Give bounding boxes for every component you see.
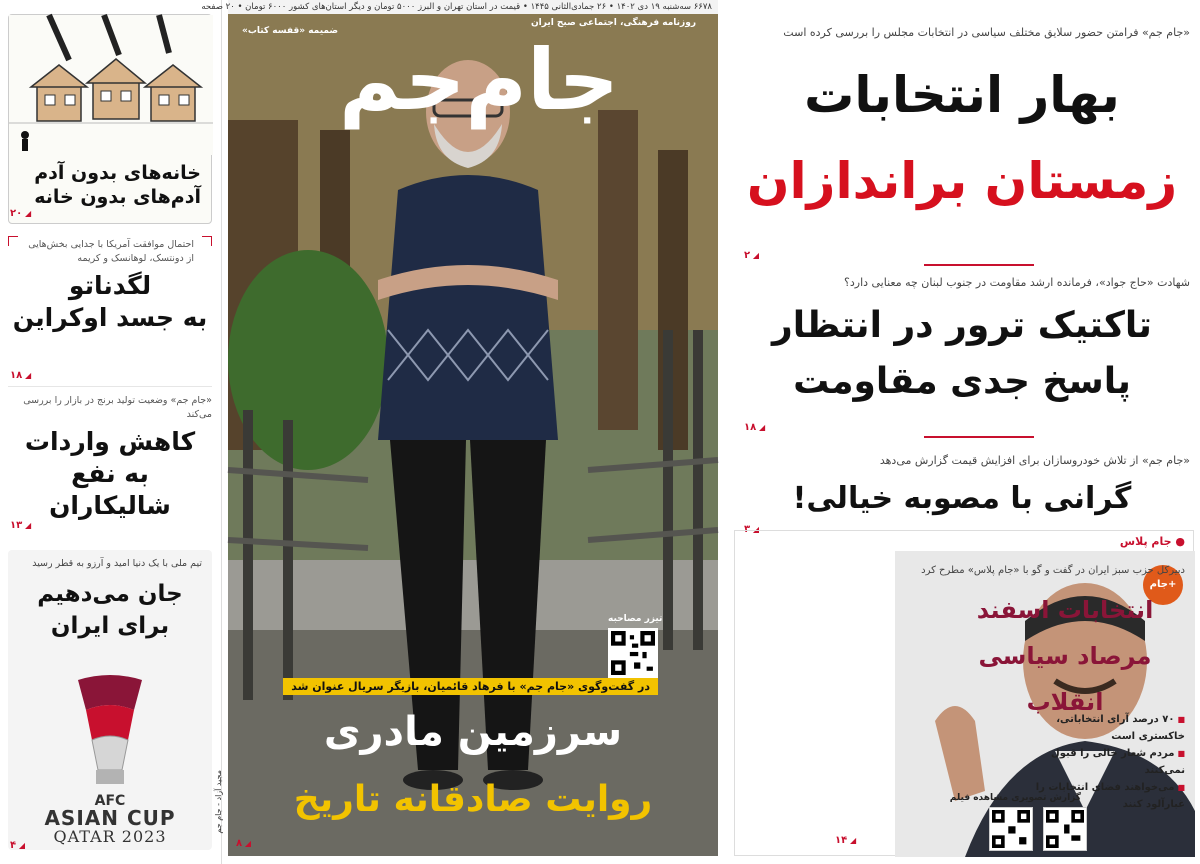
- newspaper-tagline: روزنامه فرهنگی، اجتماعی صبح ایران: [530, 18, 696, 28]
- bullet-item: ■ می‌خواهند فضای انتخابات را غبارآلود کنند: [1015, 779, 1185, 813]
- jam-plus-section-title: جام پلاس: [1119, 535, 1172, 548]
- cartoonist-credit: مجید آزاد - جام جم: [214, 770, 223, 834]
- story-kicker: احتمال موافقت آمریکا با جدایی بخش‌هایی از دونتسک، لوهانسک و کریمه: [28, 239, 194, 264]
- lead-headline-line2: زمستان براندازان: [746, 152, 1178, 210]
- red-divider: [924, 436, 1034, 438]
- page-ref-story3[interactable]: ۴ ◢: [10, 840, 25, 851]
- story-headline: [8, 426, 212, 522]
- cartoon-caption-line2: آدم‌های بدون خانه: [34, 186, 201, 208]
- story-kicker: «جام جم» وضعیت تولید برنج در بازار را بررسی می‌کند: [23, 395, 212, 420]
- divider: [8, 386, 212, 387]
- story2-headline-line1: تاکتیک ترور در انتظار: [772, 305, 1152, 346]
- headline-line2: برای ایران: [50, 613, 170, 639]
- masthead-info-bar: [201, 0, 718, 14]
- story-kicker: تیم ملی با یک دنیا امید و آرزو به قطر رسید: [32, 558, 202, 569]
- red-divider: [924, 264, 1034, 266]
- headline-line2: به نفع شالیکاران: [49, 459, 171, 520]
- lead-headline[interactable]: [732, 52, 1192, 224]
- qr-label: تیزر مصاحبه: [608, 614, 663, 624]
- story-rice-imports[interactable]: [8, 394, 212, 522]
- story2-headline[interactable]: [732, 298, 1192, 410]
- center-headline-line2[interactable]: روایت صادقانه تاریخ: [293, 779, 653, 820]
- page-ref-center[interactable]: ۸ ◢: [236, 838, 251, 849]
- masthead-info: ۶۶۷۸ سه‌شنبه ۱۹ دی ۱۴۰۲ • ۲۶ جمادی‌الثانی ۱۴۴۵ • قیمت در استان تهران و البرز ۵۰۰۰ تومان و دیگر استان‌های کشور ۶۰۰۰ تومان • ۲۰ صفحه: [201, 2, 712, 12]
- page-ref-story2[interactable]: ۱۳ ◢: [10, 520, 31, 531]
- page-ref-cartoon[interactable]: ۲۰ ◢: [10, 208, 31, 219]
- cartoon-caption-line1: خانه‌های بدون آدم: [34, 162, 201, 184]
- story-national-team[interactable]: [8, 550, 212, 850]
- afc-line2: ASIAN CUP: [44, 806, 176, 830]
- left-column: [0, 0, 222, 864]
- jam-plus-label: [1120, 535, 1185, 548]
- afc-asian-cup-logotype: [8, 794, 212, 846]
- headline-line1: لگدناتو: [68, 271, 152, 300]
- qr-code-icon[interactable]: [989, 807, 1033, 851]
- page-ref-plus[interactable]: ۱۴ ◢: [835, 835, 856, 846]
- lead-kicker: «جام جم» فرامتن حضور سلایق مختلف سیاسی در انتخابات مجلس را بررسی کرده است: [783, 26, 1190, 39]
- story-headline: [8, 270, 212, 334]
- newspaper-logo[interactable]: جام‌جم: [338, 31, 620, 129]
- right-column: [724, 0, 1200, 864]
- page-ref-story3-right[interactable]: ۳ ◢: [744, 524, 759, 535]
- plus-headline-line1: انتخابات اسفند: [976, 596, 1154, 624]
- bullet-item: ■ مردم شعار خالی را قبول نمی‌کنند: [1015, 745, 1185, 779]
- center-headline-line1[interactable]: سرزمین مادری: [323, 709, 623, 755]
- page-ref-story1[interactable]: ۱۸ ◢: [10, 370, 31, 381]
- cartoon-box[interactable]: [8, 14, 212, 224]
- cartoon-caption: [19, 161, 201, 209]
- qr-labels: گزارش تصویری مشاهده فیلم: [949, 793, 1081, 803]
- jam-plus-icon: ●: [1175, 535, 1185, 548]
- jam-plus-section[interactable]: [734, 530, 1194, 856]
- qr-code-icon[interactable]: [608, 628, 658, 678]
- afc-line1: AFC: [94, 793, 126, 809]
- story2-kicker: شهادت «حاج جواد»، فرمانده ارشد مقاومت در جنوب لبنان چه معنایی دارد؟: [844, 276, 1190, 289]
- jam-plus-badge: +جام: [1143, 565, 1183, 605]
- lead-headline-line1: بهار انتخابات: [804, 66, 1120, 124]
- page-ref-lead[interactable]: ۲ ◢: [744, 250, 759, 261]
- qr-code-icon[interactable]: [1043, 807, 1087, 851]
- plus-kicker: دبیرکل حزب سبز ایران در گفت و گو با «جام پلاس» مطرح کرد: [921, 565, 1185, 576]
- houses-cartoon-illustration: [9, 15, 213, 155]
- story-nato-ukraine[interactable]: [8, 238, 212, 334]
- afc-line3: QATAR 2023: [53, 827, 167, 846]
- plus-headline[interactable]: [945, 587, 1185, 725]
- center-story-kicker: در گفت‌وگوی «جام جم» با فرهاد قائمیان، بازیگر سریال عنوان شد: [283, 678, 658, 695]
- plus-headline-line2: مرصاد سیاسی انقلاب: [978, 642, 1152, 716]
- headline-line1: جان می‌دهیم: [37, 581, 183, 607]
- headline-line2: به جسد اوکراین: [12, 303, 208, 332]
- story3-kicker: «جام جم» از تلاش خودروسازان برای افزایش قیمت گزارش می‌دهد: [879, 454, 1190, 467]
- story3-headline[interactable]: گرانی با مصوبه خیالی!: [792, 481, 1132, 516]
- headline-line1: کاهش واردات: [24, 427, 196, 456]
- supplement-link[interactable]: ضمیمه «قفسه کتاب»: [242, 26, 339, 36]
- page-ref-story2-right[interactable]: ۱۸ ◢: [744, 422, 765, 433]
- story-headline: [14, 578, 206, 642]
- asian-cup-trophy-icon: [48, 670, 172, 790]
- story2-headline-line2: پاسخ جدی مقاومت: [793, 361, 1131, 402]
- bullet-item: ■ ۷۰ درصد آرای انتخاباتی، خاکستری است: [1015, 711, 1185, 745]
